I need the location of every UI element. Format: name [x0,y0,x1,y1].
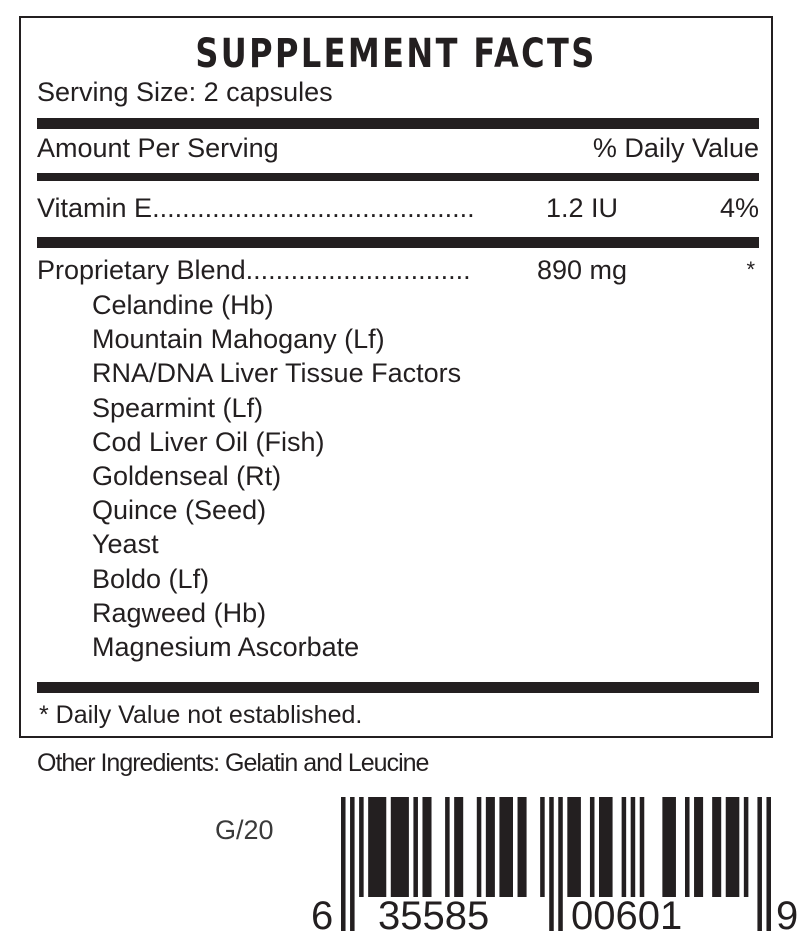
barcode-bar [694,797,703,897]
barcode-bar [422,797,431,897]
barcode-bar [726,797,740,897]
list-item: Yeast [92,529,159,560]
list-item: Ragweed (Hb) [92,597,267,628]
serving-size: Serving Size: 2 capsules [37,77,333,107]
barcode-bar [391,797,409,897]
barcode-bar [341,797,346,931]
barcode-bar [590,797,595,897]
daily-value-label: % Daily Value [592,133,759,163]
barcode-bar [599,797,613,897]
amount-per-serving-label: Amount Per Serving [37,133,279,163]
barcode-check-digit: 9 [776,894,799,938]
barcode-left-group: 35585 [378,894,490,938]
barcode-bar [766,797,771,931]
divider-thick-top [37,118,759,129]
divider-thick-bottom [37,682,759,693]
barcode-bar [549,797,554,931]
panel-title: SUPPLEMENT FACTS [195,31,597,77]
barcode-bar [685,797,690,897]
lot-code: G/20 [215,815,274,845]
barcode-bar [558,797,563,931]
barcode-bar [413,797,418,897]
barcode-bar [712,797,721,897]
blend-ingredient-list [92,288,461,664]
barcode-bar [567,797,581,897]
barcode-bar [540,797,545,897]
barcode-bar [757,797,762,931]
list-item: Quince (Seed) [92,495,267,526]
divider-header [37,173,759,181]
divider-thick-middle [37,237,759,248]
blend-name-with-leader [37,254,537,286]
vitamin-e-leader: ........................................... [152,193,475,223]
barcode-bar [368,797,386,897]
vitamin-e-amount: 1.2 IU [546,193,619,223]
list-item: RNA/DNA Liver Tissue Factors [92,358,462,389]
blend-daily-value: * [746,257,755,282]
barcode-bar [662,797,676,897]
barcode-number-system: 6 [311,894,334,938]
barcode-right-group: 00601 [571,894,683,938]
barcode-bar [477,797,482,897]
list-item: Goldenseal (Rt) [92,461,282,492]
barcode-bar [744,797,749,897]
barcode-bar [499,797,513,897]
barcode-bar [640,797,645,897]
vitamin-e-daily-value: 4% [719,193,759,223]
other-ingredients: Other Ingredients: Gelatin and Leucine [37,749,429,777]
vitamin-e-name-with-leader [37,192,547,224]
vitamin-e-name: Vitamin E [37,193,153,223]
barcode-bar [486,797,495,897]
list-item: Celandine (Hb) [92,290,274,320]
list-item: Spearmint (Lf) [92,392,264,423]
list-item: Cod Liver Oil (Fish) [92,426,325,457]
barcode-bar [518,797,527,897]
blend-leader: .............................. [245,255,471,285]
barcode-bar [359,797,364,897]
daily-value-footnote: * Daily Value not established. [39,701,363,729]
column-header-row [37,132,759,164]
barcode-bar [631,797,636,897]
barcode-bar [454,797,463,897]
list-item: Magnesium Ascorbate [92,632,360,663]
list-item: Mountain Mahogany (Lf) [92,324,385,355]
blend-amount: 890 mg [537,255,628,285]
barcode-bar [350,797,355,931]
blend-name: Proprietary Blend [37,255,246,285]
barcode-bar [445,797,450,897]
barcode-bar [622,797,627,897]
list-item: Boldo (Lf) [92,563,210,594]
supplement-facts-panel [19,16,773,738]
